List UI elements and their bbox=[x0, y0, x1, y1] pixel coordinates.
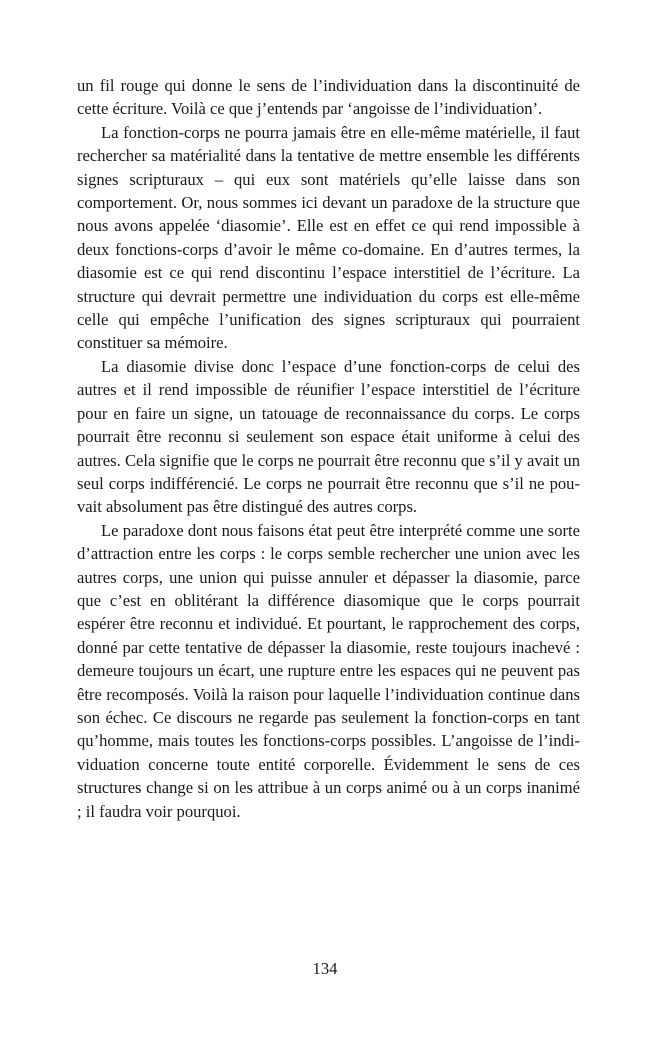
paragraph-paradoxe: Le paradoxe dont nous faisons état peut être interprété comme une sorte d’attraction entre les corps : le corps semble rechercher une union avec les autres corps, une union qui puisse annuler et dépasser la diasomie, parce que c’est en oblitérant la différence diasomique que le corps pourrait espérer être reconnu et individué. Et pourtant, le rapprochement des corps, donné par cette tentative de dépasser la diasomie, reste toujours inachevé : demeure toujours un écart, une rupture entre les espaces qui ne peuvent pas être recomposés. Voilà la raison pour laquelle l’individuation continue dans son échec. Ce discours ne regarde pas seulement la fonction-corps en tant qu’homme, mais toutes les fonctions-corps possibles. L’angoisse de l’individuation concerne toute entité corporelle. Évidemment le sens de ces structures change si on les attribue à un corps animé ou à un corps inanimé ; il faudra voir pourquoi. bbox=[77, 520, 580, 821]
page-number: 134 bbox=[312, 959, 338, 978]
body-text bbox=[77, 74, 580, 823]
paragraph-fonction-corps: La fonction-corps ne pourra jamais être en elle-même matérielle, il faut rechercher sa matérialité dans la tentative de mettre ensemble les différents signes scripturaux – qui eux sont matériels qu’elle laisse dans son comportement. Or, nous sommes ici devant un paradoxe de la structure que nous avons appelée ‘diasomie’. Elle est en effet ce qui rend impossible à deux fonctions-corps d’avoir le même co-domaine. En d’autres termes, la diasomie est ce qui rend discontinu l’espace interstitiel de l’écriture. La structure qui devrait permettre une individuation du corps est elle-même celle qui empêche l’unification des signes scripturaux qui pourraient constituer sa mémoire. bbox=[77, 122, 580, 353]
paragraph-diasomie: La diasomie divise donc l’espace d’une fonction-corps de celui des autres et il rend impossible de réunifier l’espace interstitiel de l’écriture pour en faire un signe, un tatouage de reconnaissance du corps. Le corps pourrait être reconnu si seulement son espace était uniforme à celui des autres. Cela signifie que le corps ne pourrait être reconnu que s’il y avait un seul corps indifférencié. Le corps ne pourrait être reconnu que s’il ne pouvait absolument pas être distingué des autres corps. bbox=[77, 356, 580, 517]
paragraph-continuation: un fil rouge qui donne le sens de l’individuation dans la discontinuité de cette écriture. Voilà ce que j’entends par ‘angoisse de l’individuation’. bbox=[77, 76, 580, 119]
